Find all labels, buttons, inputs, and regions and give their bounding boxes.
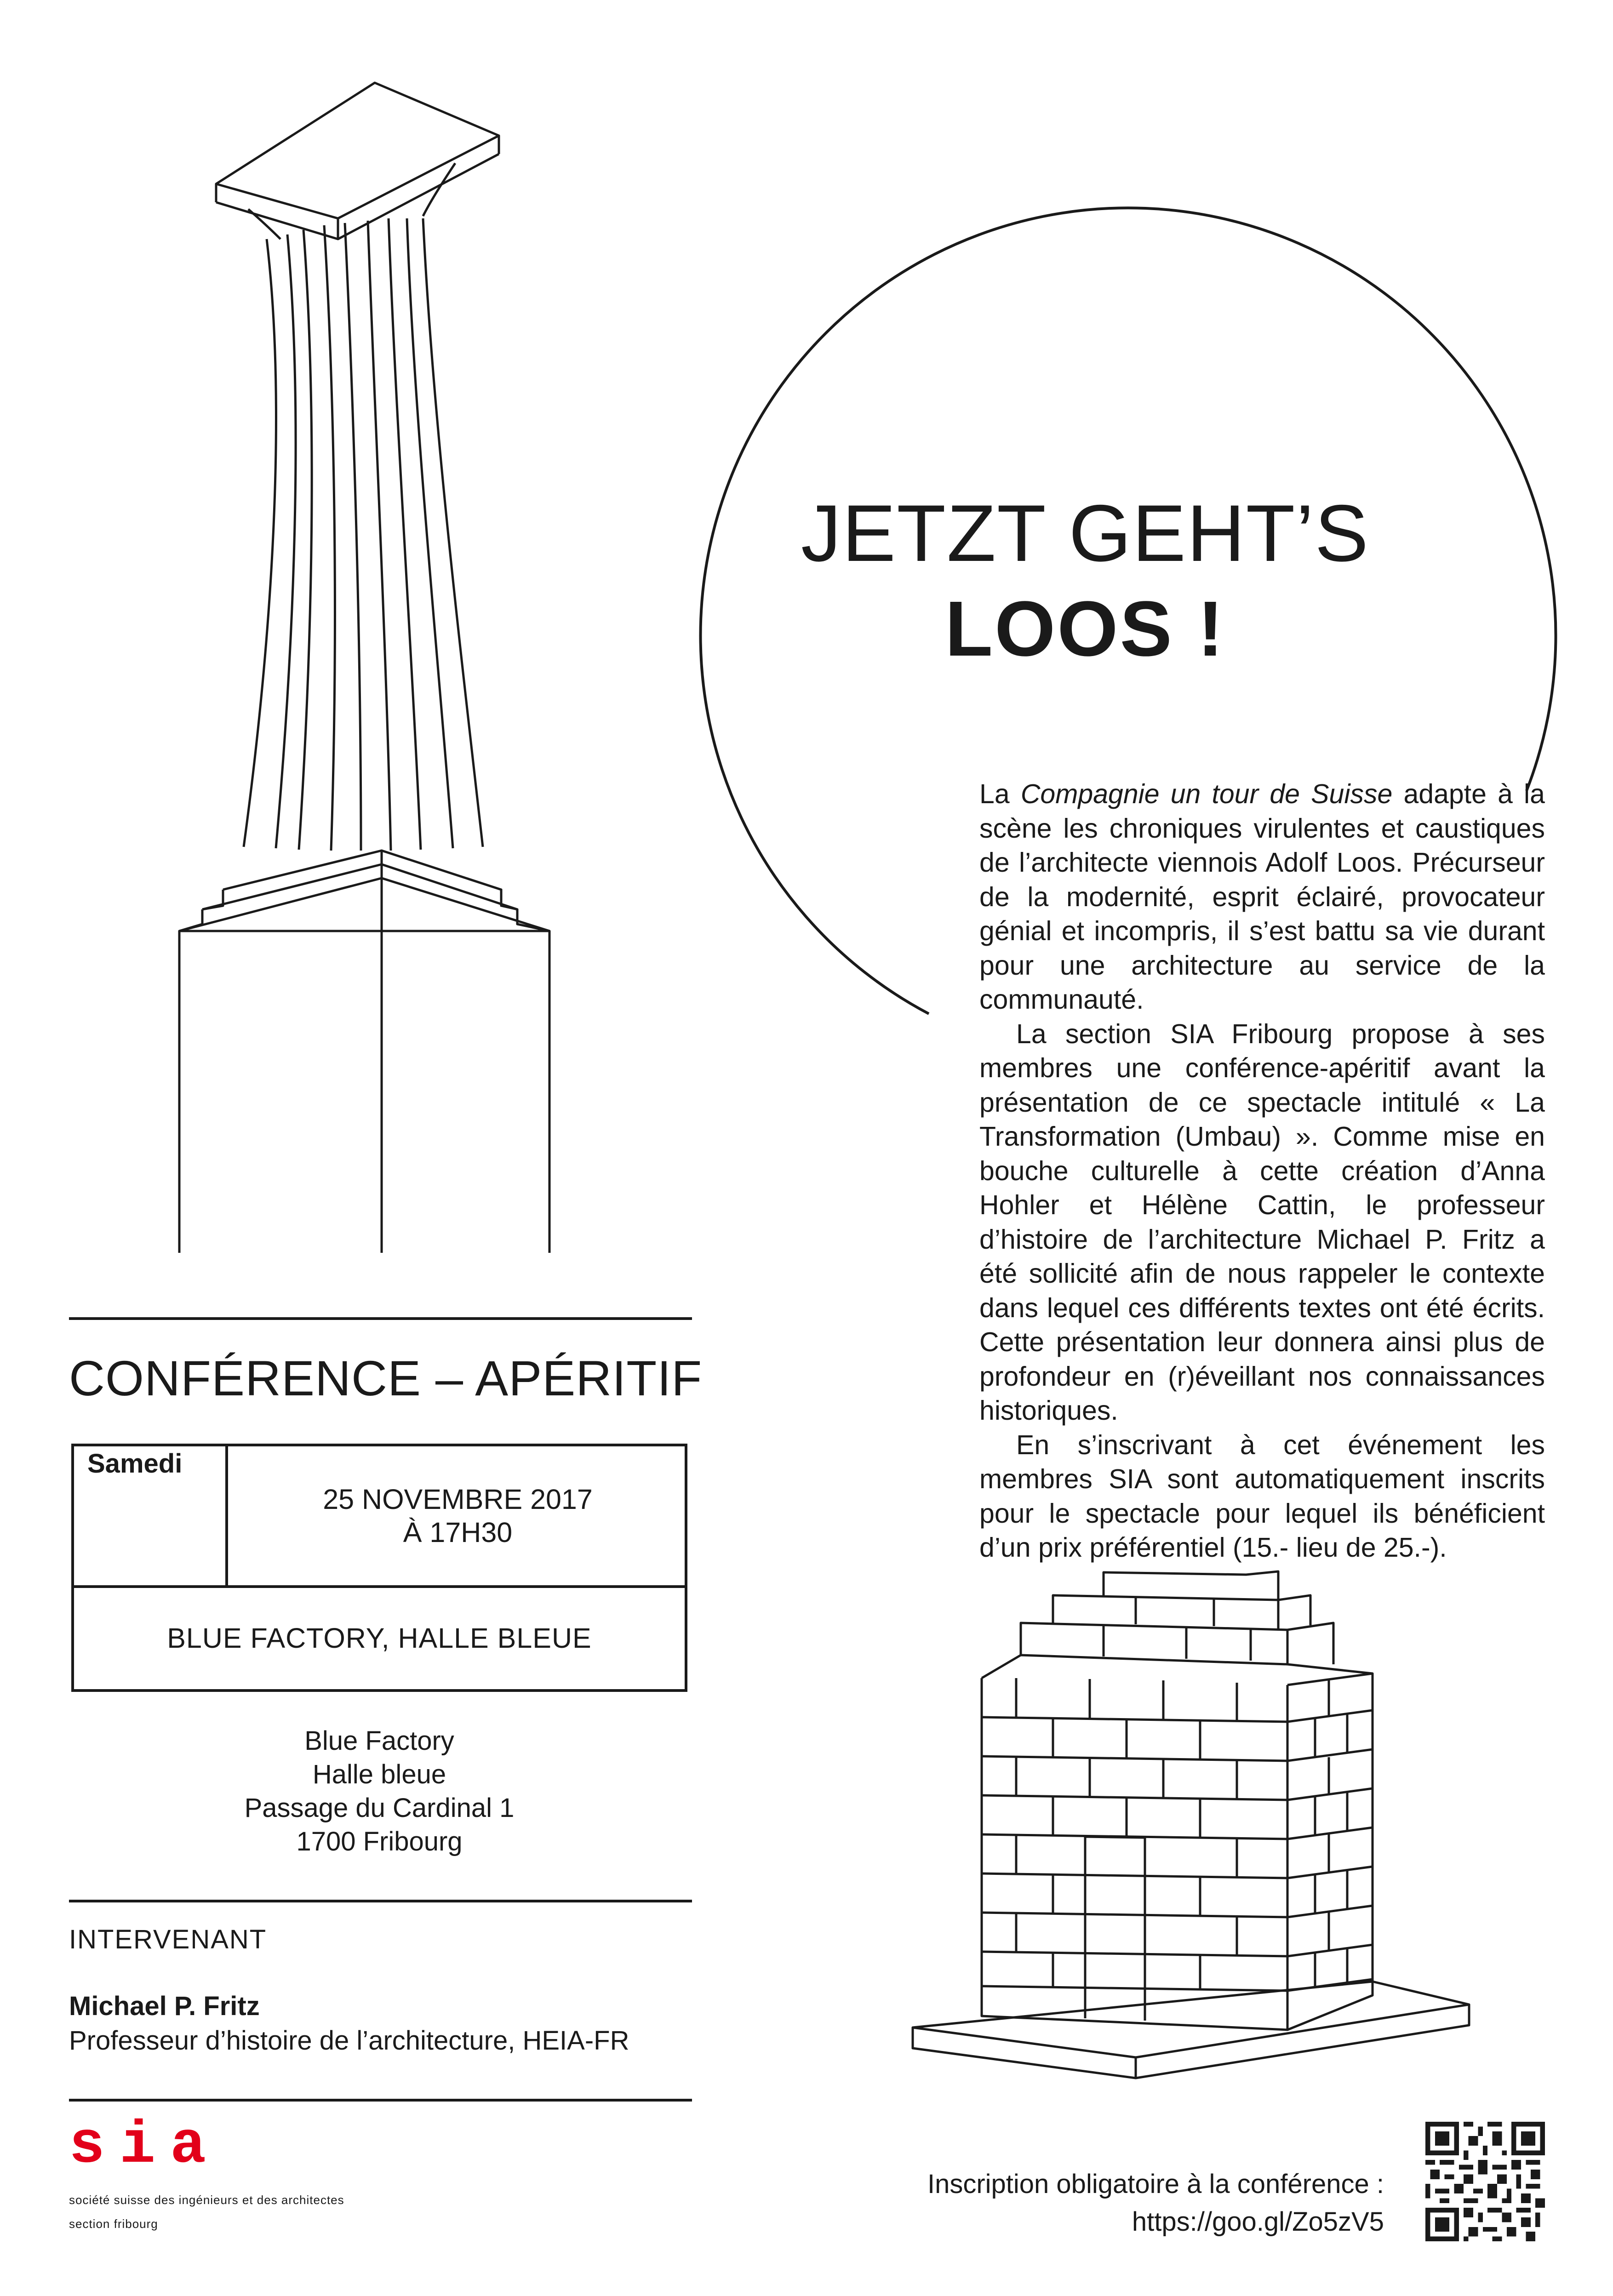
body-text [979, 777, 1545, 1565]
address-line: Halle bleue [312, 1759, 446, 1789]
divider-top [69, 1317, 692, 1320]
speaker-role: Professeur d’histoire de l’architecture, HEIA-FR [69, 2026, 629, 2056]
body-paragraph-2: La section SIA Fribourg propose à ses membres une conférence-apéritif avant la présentation de ce spectacle intitulé « La Transformation (Umbau) ». Comme mise en bouche culturelle à cette création d’Anna Hohler et Hélène Cattin, le professeur d’histoire de l’architecture Michael P. Fritz a été sollicité afin de nous rappeler le contexte dans lequel ces différents textes ont été écrits. Cette présentation leur donnera ainsi plus de profondeur en (r)éveillant nos connaissances historiques. [979, 1018, 1545, 1426]
qr-code-icon[interactable] [1425, 2122, 1545, 2241]
address-line: 1700 Fribourg [296, 1827, 463, 1856]
speaker-heading: INTERVENANT [69, 1925, 267, 1954]
registration-link[interactable]: https://goo.gl/Zo5zV5 [1132, 2207, 1384, 2237]
event-date: 25 NOVEMBRE 2017 [323, 1484, 593, 1515]
address-line: Passage du Cardinal 1 [244, 1793, 515, 1823]
stone-block-icon [913, 1571, 1469, 2078]
sia-logo-section: section fribourg [69, 2217, 158, 2231]
registration-info [782, 2165, 1384, 2241]
registration-label: Inscription obligatoire à la conférence : [927, 2169, 1384, 2199]
company-name: Compagnie un tour de Suisse [1020, 779, 1393, 809]
body-paragraph-3: En s’inscrivant à cet événement les membres SIA sont automatiquement inscrits pour le spectacle pour lequel ils bénéficient d’un prix préférentiel (15.- lieu de 25.-). [979, 1429, 1545, 1563]
sia-logo-tagline: société suisse des ingénieurs et des architectes [69, 2193, 344, 2207]
divider-middle [69, 1900, 692, 1902]
info-box-horizontal-divider [71, 1585, 687, 1588]
event-title: CONFÉRENCE – APÉRITIF [69, 1350, 703, 1406]
event-info-box [71, 1444, 687, 1692]
column-icon [179, 83, 549, 1253]
event-date-time [228, 1483, 687, 1549]
speaker-name: Michael P. Fritz [69, 1991, 260, 2021]
headline-line1: JETZT GEHT’S [801, 489, 1370, 578]
headline-line2: LOOS ! [945, 585, 1225, 673]
address-line: Blue Factory [304, 1726, 454, 1756]
event-venue: BLUE FACTORY, HALLE BLEUE [167, 1622, 592, 1654]
venue-address [71, 1724, 687, 1858]
sia-logo: sia [69, 2113, 221, 2180]
event-day: Samedi [87, 1449, 183, 1479]
event-time: À 17H30 [403, 1517, 513, 1548]
body-paragraph-1: La Compagnie un tour de Suisse adapte à la scène les chroniques virulentes et caustiques de l’architecte viennois Adolf Loos. Précurseur de la modernité, esprit éclairé, provocateur génial et incompris, il s’est battu sa vie durant pour une architecture au service de la communauté. [979, 779, 1545, 1015]
divider-bottom [69, 2099, 692, 2102]
